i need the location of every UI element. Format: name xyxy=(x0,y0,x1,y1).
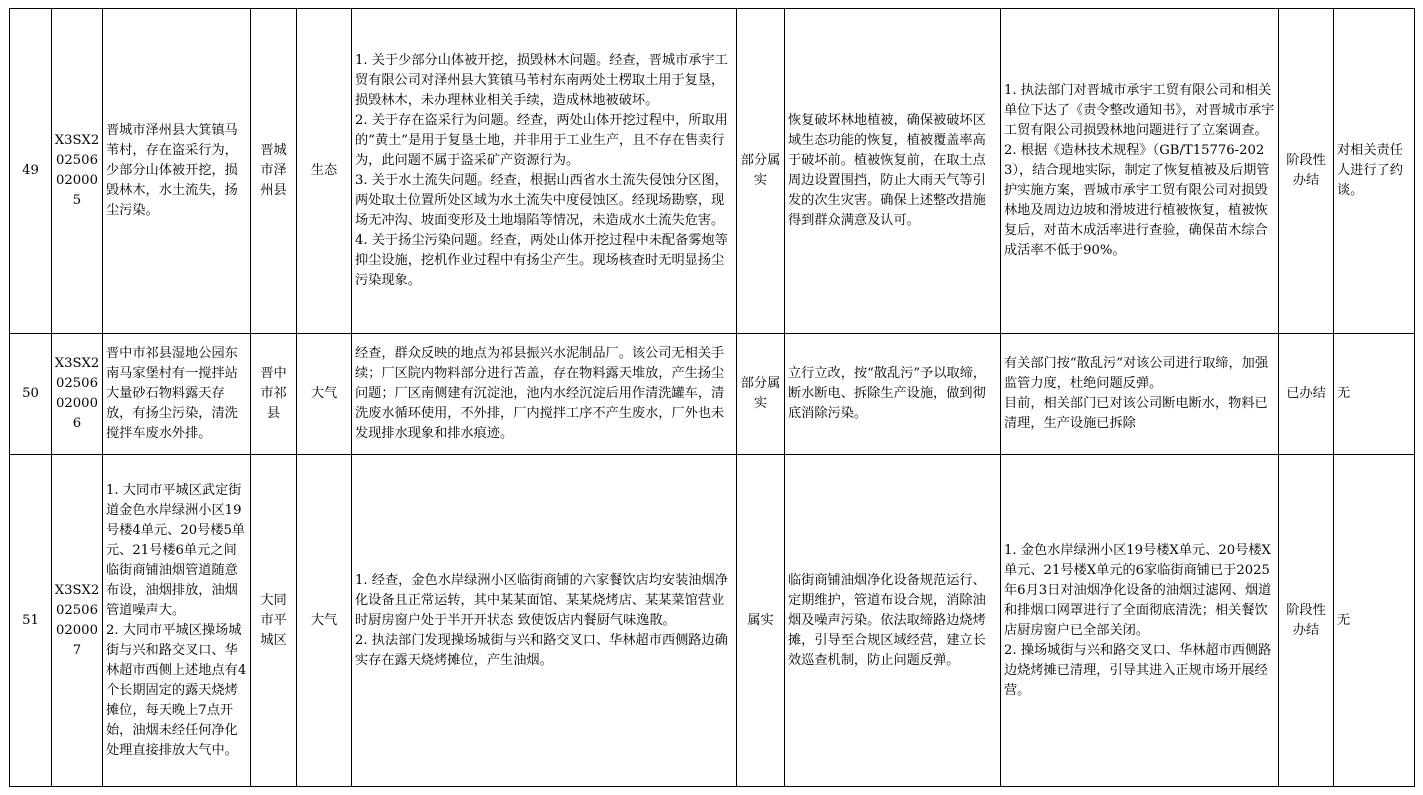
measure-item: 临街商铺油烟净化设备规范运行、定期维护，管道布设合规，消除油烟及噪声污染。依法取缔路边烧烤摊，引导至合规区域经营，建立长效巡查机制，防止问题反弹。 xyxy=(788,572,986,668)
finding-item: 1. 关于少部分山体被开挖，损毁林木问题。经查，晋城市承宇工贸有限公司对泽州县大箕镇马苇村东南两处土楞取土用于复垦，损毁林木，未办理林业相关手续，造成林地被破坏。 xyxy=(355,53,728,108)
table-row xyxy=(10,9,1415,334)
complaint-item: 晋城市泽州县大箕镇马苇村，存在盗采行为，少部分山体被开挖，损毁林木，水土流失，扬尘污染。 xyxy=(106,123,238,218)
finding-item: 3. 关于水土流失问题。经查，根据山西省水土流失侵蚀分区图，两处取土位置所处区域为水土流失中度侵蚀区。经现场勘察，现场无冲沟、坡面变形及土地塌陷等情况，未造成水土流失危害。 xyxy=(355,173,728,228)
complaint-item: 晋中市祁县湿地公园东南马家堡村有一搅拌站大量砂石物料露天存放，有扬尘污染，清洗搅拌车废水外排。 xyxy=(106,346,238,441)
rectification-measures xyxy=(785,334,1001,455)
finding-item: 1. 经查，金色水岸绿洲小区临街商铺的六家餐饮店均安装油烟净化设备且正常运转，其中某某面馆、某某烧烤店、某某菜馆营业时厨房窗户处于半开开状态 致使饭店内餐厨气味逸散。 xyxy=(355,572,728,628)
table-body xyxy=(10,9,1415,787)
measure-item: 恢复破坏林地植被，确保被破坏区域生态功能的恢复，植被覆盖率高于破坏前。植被恢复前，在取土点周边设置围挡，防止大雨天气等引发的次生灾害。确保上述整改措施得到群众满意及认可。 xyxy=(788,113,986,228)
pollution-category: 大气 xyxy=(297,334,352,455)
region: 晋中市祁县 xyxy=(251,334,297,455)
investigation-findings xyxy=(352,9,737,334)
case-code: X3SX202506020006 xyxy=(52,334,103,455)
complaint-item: 2. 大同市平城区操场城街与兴和路交叉口、华林超市西侧上述地点有4个长期固定的露天烧烤摊位，每天晚上7点开始，油烟未经任何净化处理直接排放大气中。 xyxy=(106,622,247,758)
investigation-findings xyxy=(352,334,737,455)
rectification-result xyxy=(1001,334,1279,455)
rectification-measures xyxy=(785,9,1001,334)
finding-item: 2. 关于存在盗采行为问题。经查，两处山体开挖过程中，所取用的“黄土”是用于复垦土地，并非用于工业生产，且不存在售卖行为，此问题不属于盗采矿产资源行为。 xyxy=(355,113,728,168)
complaint-content xyxy=(103,455,251,787)
pollution-category: 生态 xyxy=(297,9,352,334)
accountability: 对相关责任人进行了约谈。 xyxy=(1334,9,1415,334)
row-number: 50 xyxy=(10,334,52,455)
rectification-measures xyxy=(785,455,1001,787)
result-item: 1. 执法部门对晋城市承宇工贸有限公司和相关单位下达了《责令整改通知书》，对晋城市承宇工贸有限公司损毁林地问题进行了立案调查。 xyxy=(1004,83,1275,138)
region: 晋城市泽州县 xyxy=(251,9,297,334)
measure-item: 立行立改，按“散乱污”予以取缔，断水断电、拆除生产设施，做到彻底消除污染。 xyxy=(788,366,987,421)
pollution-category: 大气 xyxy=(297,455,352,787)
complaint-item: 1. 大同市平城区武定街道金色水岸绿洲小区19号楼4单元、20号楼5单元、21号楼6单元之间临街商铺油烟管道随意布设，油烟排放，油烟管道噪声大。 xyxy=(106,482,246,618)
complaint-table xyxy=(9,8,1415,787)
accountability: 无 xyxy=(1334,334,1415,455)
accountability: 无 xyxy=(1334,455,1415,787)
table-row xyxy=(10,334,1415,455)
case-status: 阶段性办结 xyxy=(1279,9,1334,334)
table-row xyxy=(10,455,1415,787)
case-code: X3SX202506020007 xyxy=(52,455,103,787)
result-item: 2. 根据《造林技术规程》（GB/T15776-2023），结合现地实际，制定了恢复植被及后期管护实施方案，晋城市承宇工贸有限公司对损毁林地及周边边坡和滑坡进行植被恢复，植被恢复后，对苗木成活率进行查验，确保苗木综合成活率不低于90%。 xyxy=(1004,143,1270,258)
finding-item: 4. 关于扬尘污染问题。经查，两处山体开挖过程中未配备雾炮等抑尘设施，挖机作业过程中有扬尘产生。现场核查时无明显扬尘污染现象。 xyxy=(355,233,728,288)
finding-item: 经查，群众反映的地点为祁县振兴水泥制品厂。该公司无相关手续；厂区院内物料部分进行苫盖，存在物料露天堆放，产生扬尘问题；厂区南侧建有沉淀池，池内水经沉淀后用作清洗罐车，清洗废水循环使用，不外排，厂内搅拌工序不产生废水，厂外也未发现排水现象和排水痕迹。 xyxy=(355,346,725,441)
result-item: 1. 金色水岸绿洲小区19号楼X单元、20号楼X单元、21号楼X单元的6家临街商铺已于2025年6月3日对油烟净化设备的油烟过滤网、烟道和排烟口网罩进行了全面彻底清洗；相关餐饮店厨房窗户已全部关闭。 xyxy=(1004,542,1272,638)
row-number: 49 xyxy=(10,9,52,334)
rectification-result xyxy=(1001,455,1279,787)
verdict: 部分属实 xyxy=(737,334,785,455)
case-code: X3SX202506020005 xyxy=(52,9,103,334)
rectification-result xyxy=(1001,9,1279,334)
row-number: 51 xyxy=(10,455,52,787)
result-item: 有关部门按“散乱污”对该公司进行取缔，加强监管力度，杜绝问题反弹。 xyxy=(1004,356,1269,391)
verdict: 部分属实 xyxy=(737,9,785,334)
finding-item: 2. 执法部门发现操场城街与兴和路交叉口、华林超市西侧路边确实存在露天烧烤摊位，产生油烟。 xyxy=(355,632,728,668)
complaint-content xyxy=(103,334,251,455)
result-item: 2. 操场城街与兴和路交叉口、华林超市西侧路边烧烤摊已清理，引导其进入正规市场开展经营。 xyxy=(1004,642,1272,698)
complaint-content xyxy=(103,9,251,334)
case-status: 阶段性办结 xyxy=(1279,455,1334,787)
verdict: 属实 xyxy=(737,455,785,787)
case-status: 已办结 xyxy=(1279,334,1334,455)
result-item: 目前，相关部门已对该公司断电断水，物料已清理，生产设施已拆除 xyxy=(1004,396,1268,431)
investigation-findings xyxy=(352,455,737,787)
region: 大同市平城区 xyxy=(251,455,297,787)
